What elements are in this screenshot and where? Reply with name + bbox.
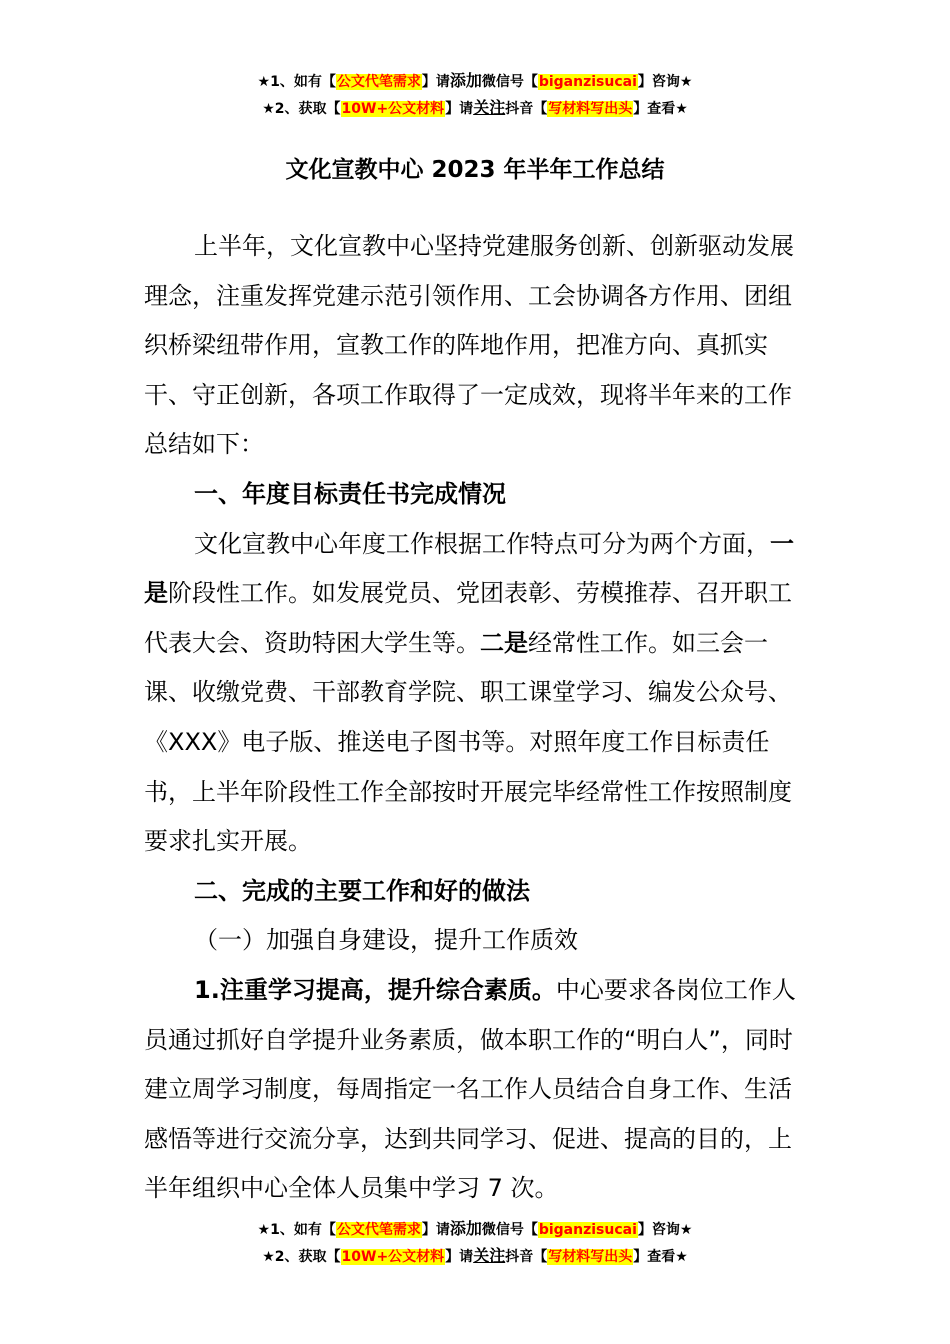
footer-banner [0, 1216, 950, 1270]
banner-text: 】请 [445, 1249, 474, 1265]
paragraph-text: 文化宣教中心年度工作根据工作特点可分为两个方面， [194, 529, 770, 558]
banner-text: 】查看★ [633, 101, 688, 117]
paragraph-text: 经常性工作。如三会一课、收缴党费、干部教育学院、职工课堂学习、编发公众号、《XXX》电子版、推送电子图书等。对照年度工作目标责任书，上半年阶段性工作全部按时开展完毕经常性工作按照制度要求扎实开展。 [144, 628, 792, 856]
banner-text: ★1、如有【 [257, 74, 336, 90]
banner-text: 】请 [421, 1222, 450, 1238]
banner-text: 微信号【 [481, 74, 538, 90]
section-1-paragraph [144, 520, 814, 867]
item-1-paragraph [144, 966, 814, 1214]
header-banner [0, 68, 950, 122]
banner-highlight: 10W+公文材料 [341, 1249, 445, 1265]
banner-highlight: 写材料写出头 [548, 101, 633, 117]
section-heading-1: 一、年度目标责任书完成情况 [194, 479, 506, 508]
banner-text: 】请 [421, 74, 450, 90]
subsection-heading: （一）加强自身建设，提升工作质效 [194, 926, 578, 955]
bold-marker: 一是 [144, 529, 794, 608]
banner-text: 添加 [449, 71, 482, 90]
paragraph-text: 阶段性工作。如发展党员、党团表彰、劳模推荐、召开职工代表大会、资助特困大学生等。 [144, 579, 792, 657]
banner-text: 】咨询★ [637, 1222, 693, 1238]
document-body [144, 222, 814, 1214]
item-lead: 1.注重学习提高，提升综合素质。 [194, 975, 556, 1004]
intro-paragraph: 上半年，文化宣教中心坚持党建服务创新、创新驱动发展理念，注重发挥党建示范引领作用、工会协调各方作用、团组织桥梁纽带作用，宣教工作的阵地作用，把准方向、真抓实干、守正创新，各项工作取得了一定成效，现将半年来的工作总结如下： [144, 232, 794, 459]
banner-text: 关注 [473, 98, 506, 117]
banner-wechat-id: biganzisucai [538, 1222, 637, 1238]
paragraph-text: 中心要求各岗位工作人员通过抓好自学提升业务素质，做本职工作的“明白人”，同时建立周学习制度，每周指定一名工作人员结合自身工作、生活感悟等进行交流分享，达到共同学习、促进、提高的目的，上半年组织中心全体人员集中学习 7 次。 [144, 975, 796, 1203]
banner-line-1 [0, 1216, 950, 1243]
banner-wechat-id: biganzisucai [538, 74, 637, 90]
banner-highlight: 写材料写出头 [548, 1249, 633, 1265]
banner-line-2 [0, 95, 950, 122]
banner-text: ★2、获取【 [262, 1249, 341, 1265]
banner-line-2 [0, 1243, 950, 1270]
banner-text: 关注 [473, 1246, 506, 1265]
banner-text: ★2、获取【 [262, 101, 341, 117]
banner-text: 】查看★ [633, 1249, 688, 1265]
document-title: 文化宣教中心 2023 年半年工作总结 [285, 157, 665, 183]
banner-text: 微信号【 [481, 1222, 538, 1238]
banner-line-1 [0, 68, 950, 95]
banner-text: 】咨询★ [637, 74, 693, 90]
banner-text: 抖音【 [505, 1249, 548, 1265]
banner-text: 抖音【 [505, 101, 548, 117]
banner-highlight: 10W+公文材料 [341, 101, 445, 117]
banner-text: 添加 [449, 1219, 482, 1238]
banner-text: 】请 [445, 101, 474, 117]
banner-text: ★1、如有【 [257, 1222, 336, 1238]
banner-highlight: 公文代笔需求 [336, 1222, 421, 1238]
section-heading-2: 二、完成的主要工作和好的做法 [194, 876, 530, 905]
banner-highlight: 公文代笔需求 [336, 74, 421, 90]
bold-marker: 二是 [480, 628, 528, 657]
